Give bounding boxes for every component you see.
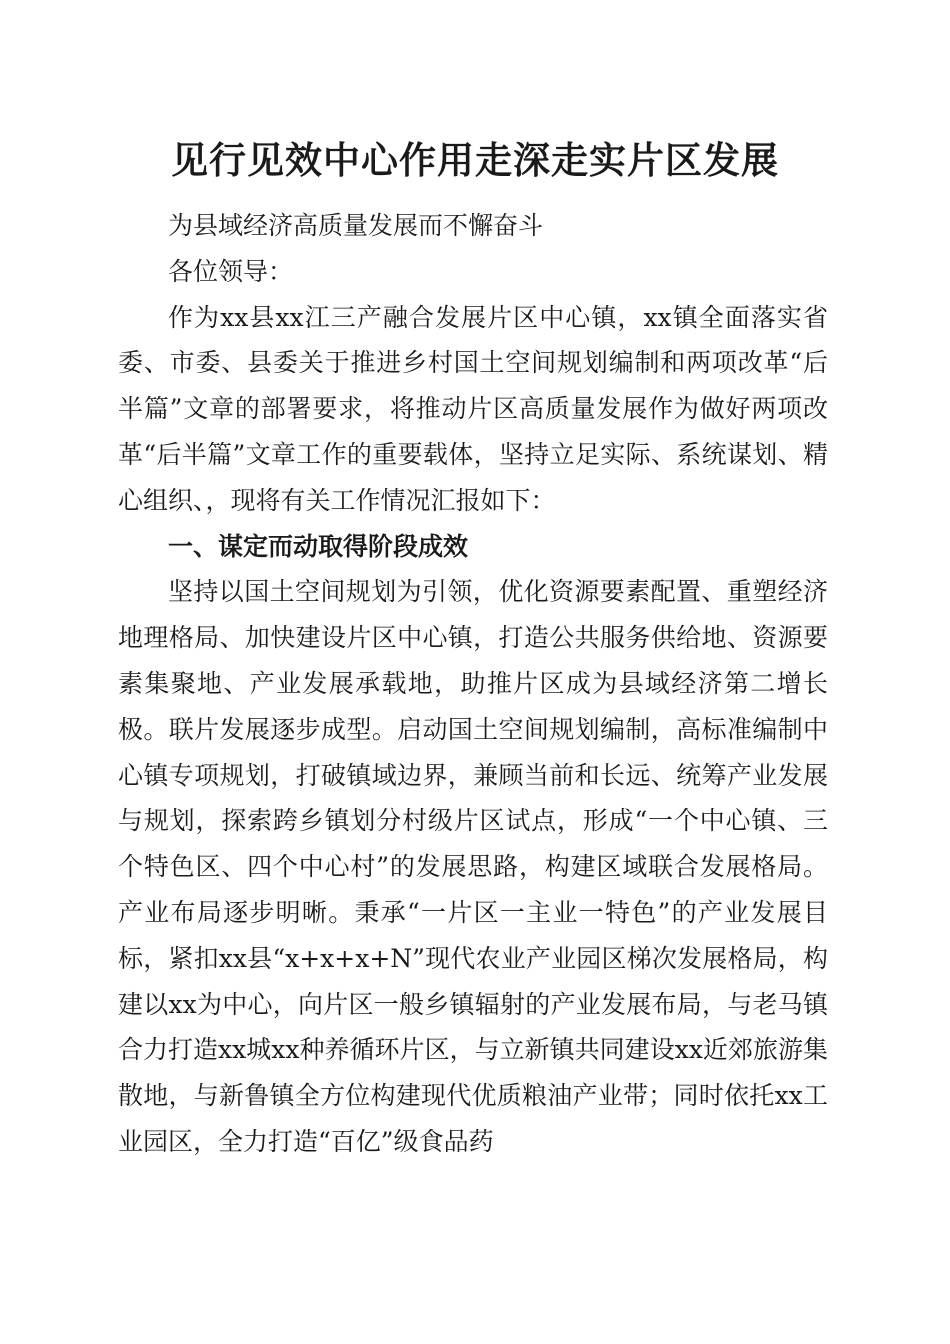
document-subtitle: 为县域经济高质量发展而不懈奋斗: [168, 211, 544, 240]
salutation: 各位领导：: [168, 256, 294, 286]
section-heading-1: 一、谋定而动取得阶段成效: [168, 531, 469, 561]
document-body: [118, 203, 828, 1165]
section-1-paragraph: 坚持以国土空间规划为引领，优化资源要素配置、重塑经济地理格局、加快建设片区中心镇，打造公共服务供给地、资源要素集聚地、产业发展承载地，助推片区成为县域经济第二增长极。联片发展逐步成型。启动国土空间规划编制，高标准编制中心镇专项规划，打破镇域边界，兼顾当前和长远、统筹产业发展与规划，探索跨乡镇划分村级片区试点，形成“一个中心镇、三个特色区、四个中心村”的发展思路，构建区域联合发展格局。产业布局逐步明晰。秉承“一片区一主业一特色”的产业发展目标，紧扣xx县“x+x+x+N”现代农业产业园区梯次发展格局，构建以xx为中心，向片区一般乡镇辐射的产业发展布局，与老马镇合力打造xx城xx种养循环片区，与立新镇共同建设xx近郊旅游集散地，与新鲁镇全方位构建现代优质粮油产业带；同时依托xx工业园区，全力打造“百亿”级食品药: [118, 577, 828, 1156]
document-title: 见行见效中心作用走深走实片区发展: [171, 138, 779, 182]
intro-paragraph: 作为xx县xx江三产融合发展片区中心镇，xx镇全面落实省委、市委、县委关于推进乡村国土空间规划编制和两项改革“后半篇”文章的部署要求，将推动片区高质量发展作为做好两项改革“后半篇”文章工作的重要载体，坚持立足实际、系统谋划、精心组织、，现将有关工作情况汇报如下：: [118, 302, 828, 515]
